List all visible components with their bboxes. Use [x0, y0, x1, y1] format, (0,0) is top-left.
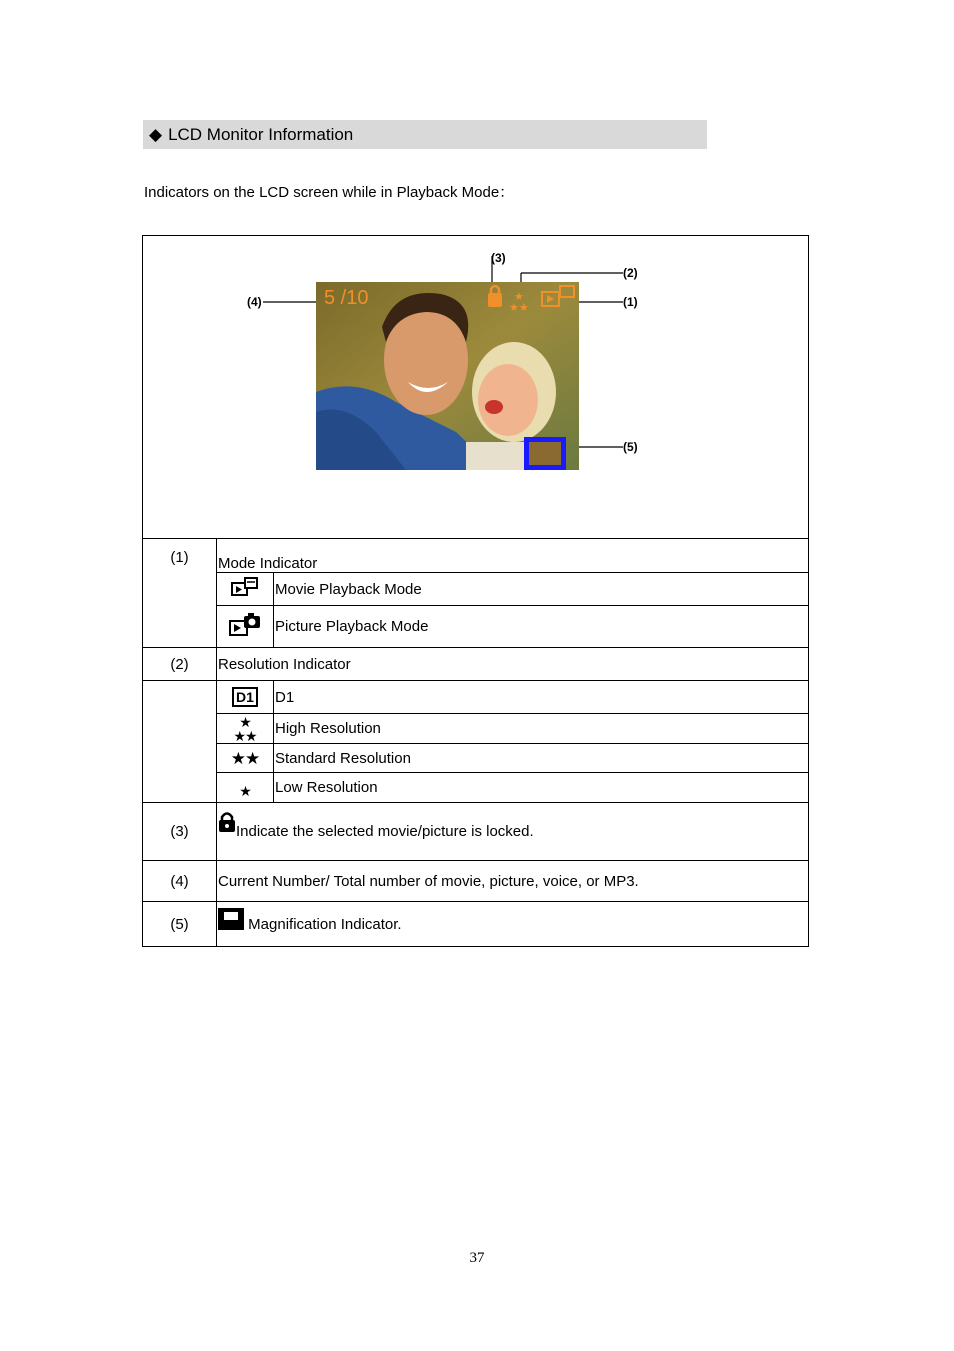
family-photo-image [316, 282, 579, 470]
callout-5: (5) [623, 440, 638, 454]
magnification-description: Magnification Indicator. [244, 915, 402, 933]
low-resolution-star-icon: ★ [217, 773, 274, 803]
row2-number: (2) [143, 648, 217, 681]
standard-resolution-label: Standard Resolution [274, 744, 809, 773]
movie-playback-icon [217, 573, 274, 606]
row3-number: (3) [143, 803, 217, 861]
picture-playback-label: Picture Playback Mode [274, 606, 809, 648]
svg-text:★★: ★★ [509, 302, 529, 314]
movie-playback-label: Movie Playback Mode [274, 573, 809, 606]
mode-indicator-title: Mode Indicator [217, 539, 809, 573]
svg-text:★: ★ [514, 291, 524, 303]
high-resolution-label: High Resolution [274, 714, 809, 744]
row4-number: (4) [143, 861, 217, 902]
section-heading [143, 120, 707, 149]
magnification-icon [218, 908, 244, 930]
callout-3: (3) [491, 251, 506, 265]
resolution-indicator-title: Resolution Indicator [217, 648, 809, 681]
callout-2: (2) [623, 266, 638, 280]
row5-number: (5) [143, 902, 217, 947]
lock-description: Indicate the selected movie/picture is locked. [236, 823, 534, 840]
lcd-counter-text: 5 /10 [324, 287, 369, 309]
lock-icon [218, 811, 236, 837]
lcd-playback-photo [316, 282, 579, 470]
d1-icon: D1 [217, 681, 274, 714]
picture-playback-icon [217, 606, 274, 648]
row1-number: (1) [143, 539, 217, 648]
intro-text: Indicators on the LCD screen while in Playback Mode： [144, 184, 515, 201]
section-title: LCD Monitor Information [168, 125, 354, 144]
standard-resolution-stars-icon: ★★ [217, 744, 274, 773]
diamond-bullet-icon: ◆ [149, 125, 163, 144]
callout-4: (4) [247, 295, 262, 309]
high-resolution-stars-icon: ★ ★★ [217, 714, 274, 744]
page-number: 37 [469, 1250, 485, 1266]
low-resolution-label: Low Resolution [274, 773, 809, 803]
indicator-table [142, 538, 809, 947]
lcd-diagram-frame [142, 235, 809, 539]
d1-label: D1 [274, 681, 809, 714]
counter-description: Current Number/ Total number of movie, picture, voice, or MP3. [217, 861, 809, 902]
callout-1: (1) [623, 295, 638, 309]
